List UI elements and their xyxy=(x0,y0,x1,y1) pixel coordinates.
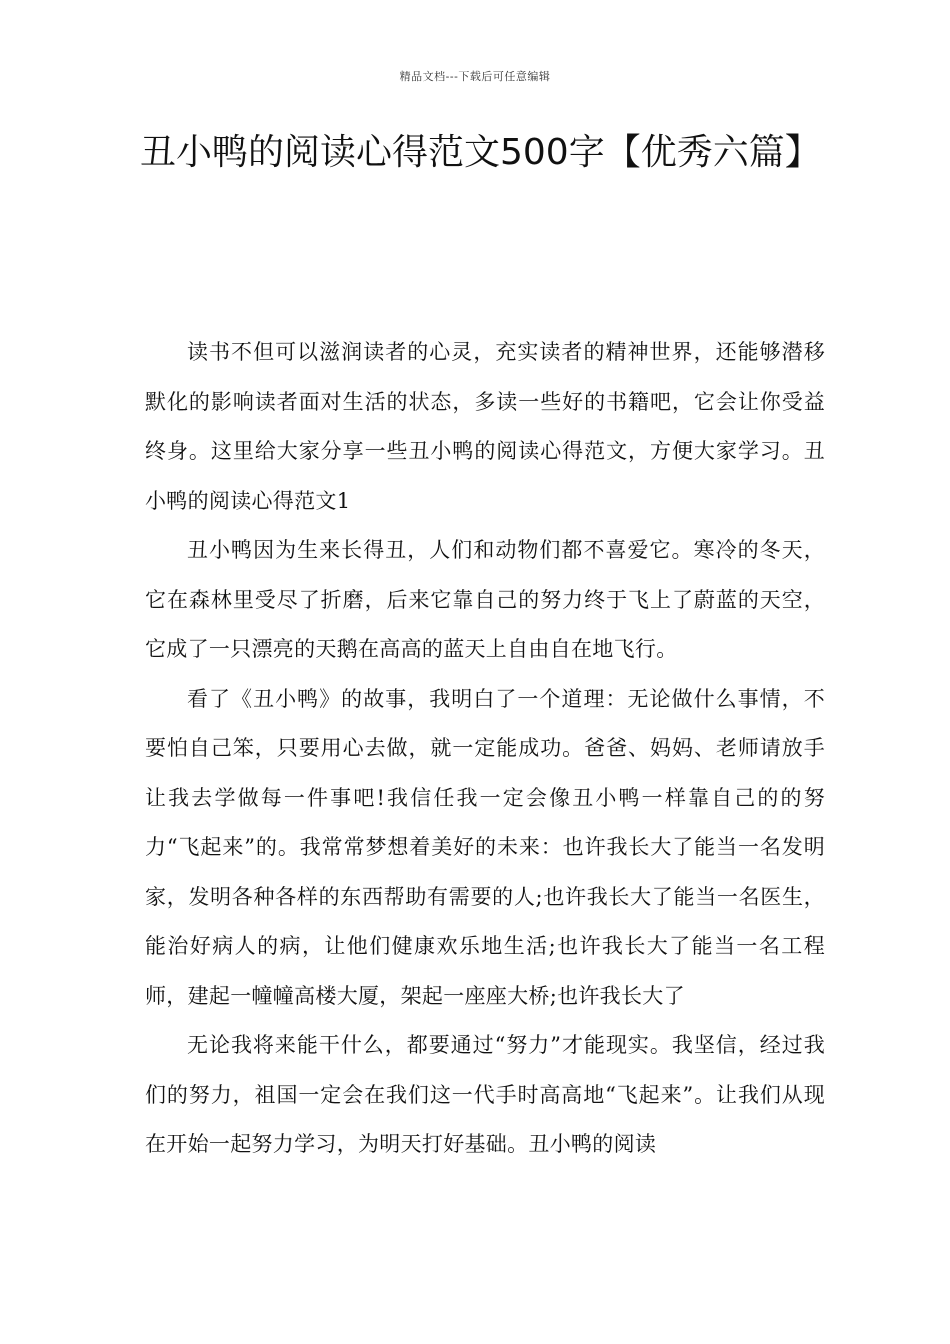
paragraph-intro: 读书不但可以滋润读者的心灵，充实读者的精神世界，还能够潜移默化的影响读者面对生活的状态，多读一些好的书籍吧，它会让你受益终身。这里给大家分享一些丑小鸭的阅读心得范文，方便大家学习。丑小鸭的阅读心得范文1 xyxy=(145,340,825,513)
paragraph-reflection: 看了《丑小鸭》的故事，我明白了一个道理：无论做什么事情，不要怕自己笨，只要用心去做，就一定能成功。爸爸、妈妈、老师请放手让我去学做每一件事吧!我信任我一定会像丑小鸭一样靠自己的的努力“飞起来”的。我常常梦想着美好的未来：也许我长大了能当一名发明家，发明各种各样的东西帮助有需要的人;也许我长大了能当一名医生，能治好病人的病，让他们健康欢乐地生活;也许我长大了能当一名工程师，建起一幢幢高楼大厦，架起一座座大桥;也许我长大了 xyxy=(145,686,825,1008)
paragraph-conclusion: 无论我将来能干什么，都要通过“努力”才能现实。我坚信，经过我们的努力，祖国一定会在我们这一代手时高高地“飞起来”。让我们从现在开始一起努力学习，为明天打好基础。丑小鸭的阅读 xyxy=(145,1033,825,1156)
document-title: 丑小鸭的阅读心得范文500字【优秀六篇】 xyxy=(140,132,821,173)
header-note: 精品文档---下载后可任意编辑 xyxy=(399,70,551,83)
document-body xyxy=(145,328,825,1170)
paragraph-story: 丑小鸭因为生来长得丑，人们和动物们都不喜爱它。寒冷的冬天，它在森林里受尽了折磨，后来它靠自己的努力终于飞上了蔚蓝的天空，它成了一只漂亮的天鹅在高高的蓝天上自由自在地飞行。 xyxy=(145,538,825,661)
